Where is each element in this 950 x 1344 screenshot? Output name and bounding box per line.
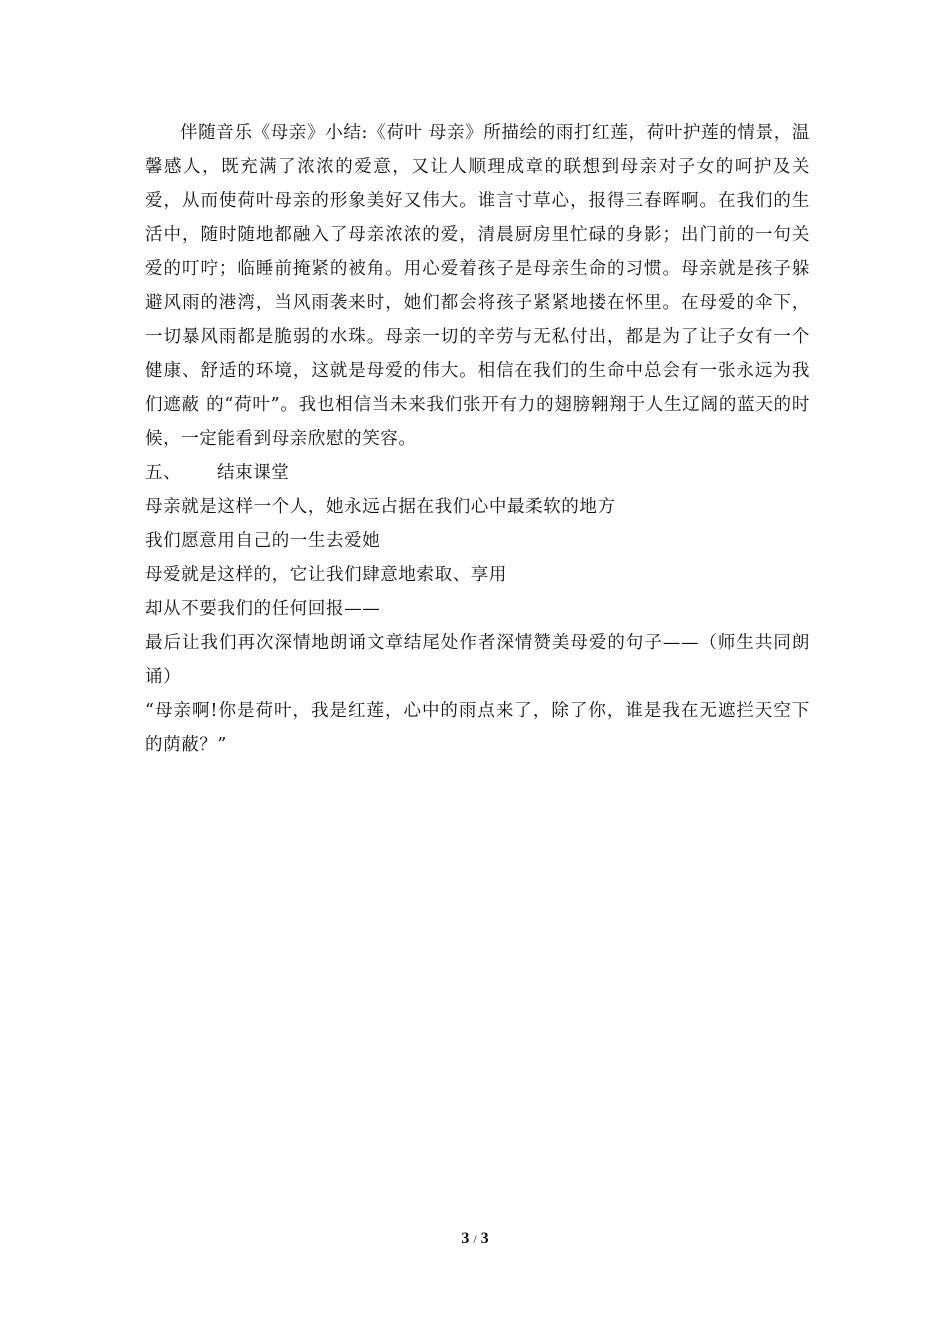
- text-line: 我们愿意用自己的一生去爱她: [145, 531, 381, 551]
- section-heading: [145, 456, 810, 490]
- summary-paragraph: 伴随音乐《母亲》小结:《荷叶 母亲》所描绘的雨打红莲，荷叶护莲的情景，温馨感人，既充满了浓浓的爱意，又让人顺理成章的联想到母亲对子女的呵护及关爱，从而使荷叶母亲的形象美好又伟大。谁言寸草心，报得三春晖啊。在我们的生活中，随时随地都融入了母亲浓浓的爱，清晨厨房里忙碌的身影；出门前的一句关爱的叮咛；临睡前掩紧的被角。用心爱着孩子是母亲生命的习惯。母亲就是孩子躲避风雨的港湾，当风雨袭来时，她们都会将孩子紧紧地搂在怀里。在母爱的伞下，一切暴风雨都是脆弱的水珠。母亲一切的辛劳与无私付出，都是为了让子女有一个健康、舒适的环境，这就是母爱的伟大。相信在我们的生命中总会有一张永远为我们遮蔽 的“荷叶”。我也相信当未来我们张开有力的翅膀翱翔于人生辽阔的蓝天的时候，一定能看到母亲欣慰的笑容。: [145, 123, 810, 449]
- text-line: 却从不要我们的任何回报——: [145, 599, 381, 619]
- section-title: 结束课堂: [217, 463, 290, 483]
- document-body: [145, 116, 810, 762]
- text-line: 母亲就是这样一个人，她永远占据在我们心中最柔软的地方: [145, 497, 616, 517]
- page-number: [0, 1230, 950, 1248]
- text-line: 母爱就是这样的，它让我们肆意地索取、享用: [145, 565, 507, 585]
- quote-line: “母亲啊!你是荷叶，我是红莲，心中的雨点来了，除了你，谁是我在无遮拦天空下的荫蔽？”: [145, 701, 810, 755]
- page-current: 3: [461, 1230, 470, 1247]
- text-line: 最后让我们再次深情地朗诵文章结尾处作者深情赞美母爱的句子——（师生共同朗诵）: [145, 633, 810, 687]
- page-total: 3: [480, 1230, 489, 1247]
- section-number: 五、: [145, 463, 182, 483]
- page-separator: /: [473, 1232, 477, 1246]
